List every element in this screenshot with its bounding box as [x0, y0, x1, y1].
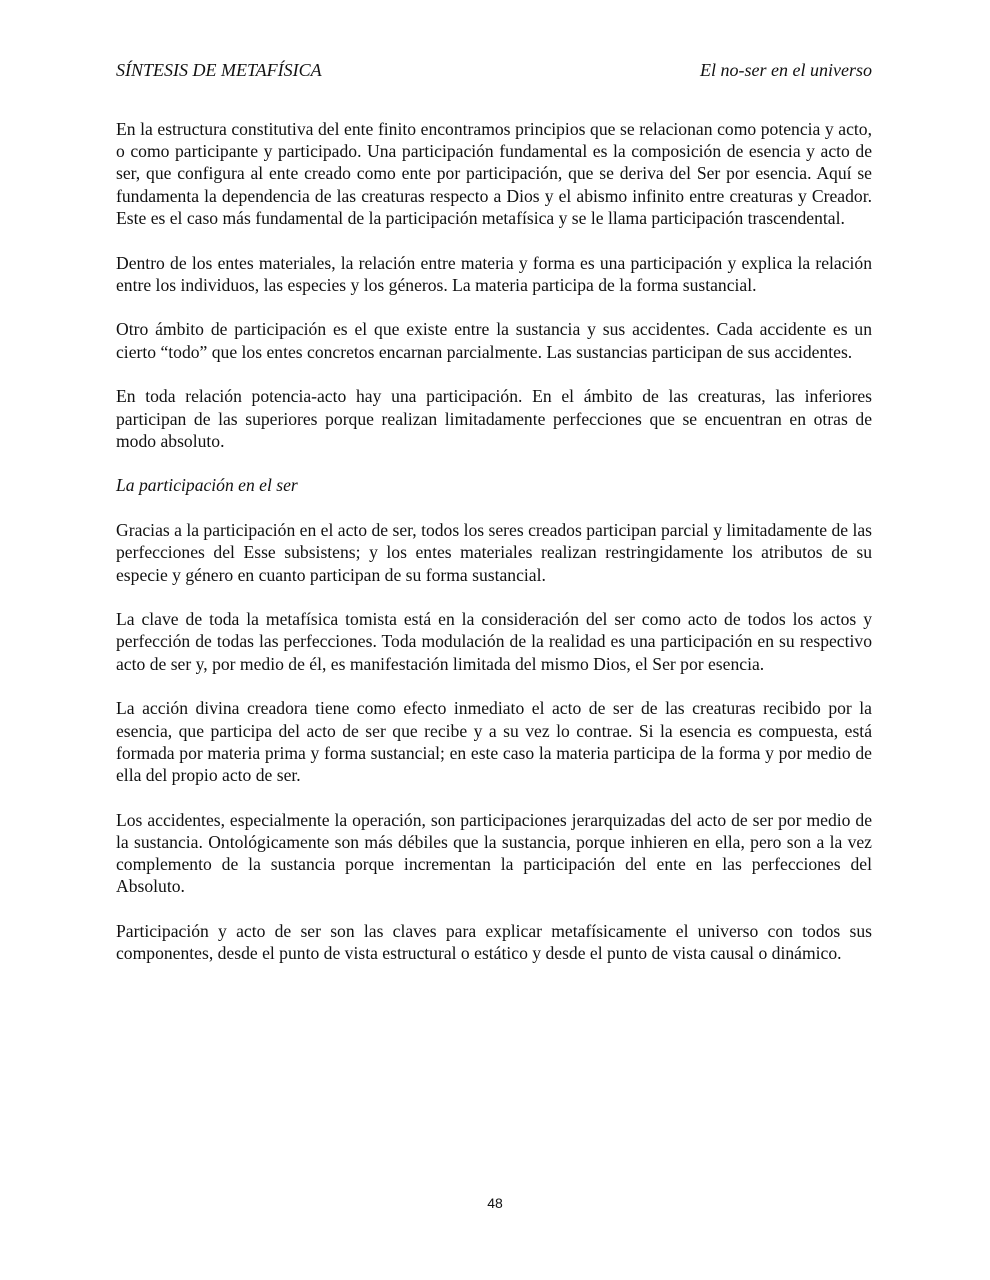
paragraph: La acción divina creadora tiene como efecto inmediato el acto de ser de las creaturas recibido por la esencia, que participa del acto de ser que recibe y a su vez lo contrae. Si la esencia es compuesta, está formada por materia prima y forma sustancial; en este caso la materia participa de la forma y por medio de ella del propio acto de ser. — [116, 698, 872, 785]
paragraph: Los accidentes, especialmente la operación, son participaciones jerarquizadas del acto de ser por medio de la sustancia. Ontológicamente son más débiles que la sustancia, porque inhieren en ella, pero son a la vez complemento de la sustancia porque incrementan la participación del ente en las perfecciones del Absoluto. — [116, 809, 872, 897]
section-subheading: La participación en el ser — [116, 475, 298, 496]
body-text — [116, 118, 872, 987]
paragraph: Gracias a la participación en el acto de ser, todos los seres creados participan parcial y limitadamente de las perfecciones del Esse subsistens; y los entes materiales realizan restringidamente los atributos de su especie y género en cuanto participan de su forma sustancial. — [116, 520, 872, 585]
paragraph: La clave de toda la metafísica tomista está en la consideración del ser como acto de todos los actos y perfección de todas las perfecciones. Toda modulación de la realidad es una participación en su respectivo acto de ser y, por medio de él, es manifestación limitada del mismo Dios, el Ser por esencia. — [116, 609, 872, 674]
running-header — [116, 59, 872, 81]
header-book-title: SÍNTESIS DE METAFÍSICA — [116, 60, 322, 80]
paragraph: Dentro de los entes materiales, la relación entre materia y forma es una participación y explica la relación entre los individuos, las especies y los géneros. La materia participa de la forma sustancial. — [116, 252, 872, 295]
paragraph: Otro ámbito de participación es el que existe entre la sustancia y sus accidentes. Cada accidente es un cierto “todo” que los entes concretos encarnan parcialmente. Las sustancias participan de sus accidentes. — [116, 319, 872, 362]
paragraph: Participación y acto de ser son las claves para explicar metafísicamente el universo con todos sus componentes, desde el punto de vista estructural o estático y desde el punto de vista causal o dinámico. — [116, 920, 872, 964]
header-chapter-title: El no-ser en el universo — [700, 60, 872, 80]
paragraph: En la estructura constitutiva del ente finito encontramos principios que se relacionan como potencia y acto, o como participante y participado. Una participación fundamental es la composición de esencia y acto de ser, que configura al ente creado como ente por participación, que se deriva del Ser por esencia. Aquí se fundamenta la dependencia de las creaturas respecto a Dios y el abismo infinito entre creaturas y Creador. Este es el caso más fundamental de la participación metafísica y se le llama participación trascendental. — [116, 119, 872, 228]
page-number: 48 — [487, 1195, 503, 1211]
paragraph: En toda relación potencia-acto hay una participación. En el ámbito de las creaturas, las inferiores participan de las superiores porque realizan limitadamente perfecciones que se encuentran en otras de modo absoluto. — [116, 386, 872, 451]
